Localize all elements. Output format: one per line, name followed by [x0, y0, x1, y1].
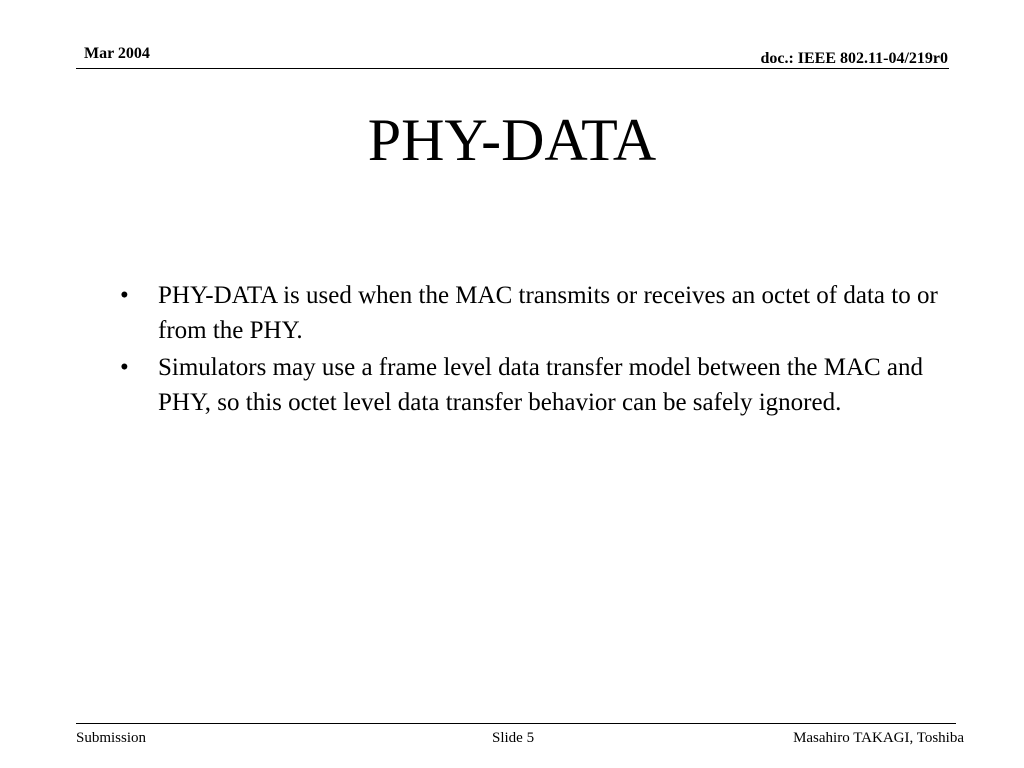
bullet-item	[112, 350, 942, 420]
bullet-item	[112, 278, 942, 348]
slide-title: PHY-DATA	[367, 107, 657, 173]
header-doc-id: doc.: IEEE 802.11-04/219r0	[760, 50, 948, 67]
bullet-text: PHY-DATA is used when the MAC transmits or receives an octet of data to or from the PHY.	[158, 282, 938, 344]
footer-author: Masahiro TAKAGI, Toshiba	[793, 730, 964, 746]
bullet-icon: •	[120, 354, 129, 381]
bullet-icon: •	[120, 282, 129, 309]
footer-submission: Submission	[76, 730, 147, 746]
footer-slide-number: Slide 5	[492, 730, 535, 746]
header-date: Mar 2004	[84, 45, 150, 62]
bullet-list	[112, 278, 942, 422]
header-divider	[76, 68, 949, 69]
footer-divider	[76, 723, 956, 724]
bullet-text: Simulators may use a frame level data transfer model between the MAC and PHY, so this octet level data transfer behavior can be safely ignored.	[158, 354, 924, 416]
